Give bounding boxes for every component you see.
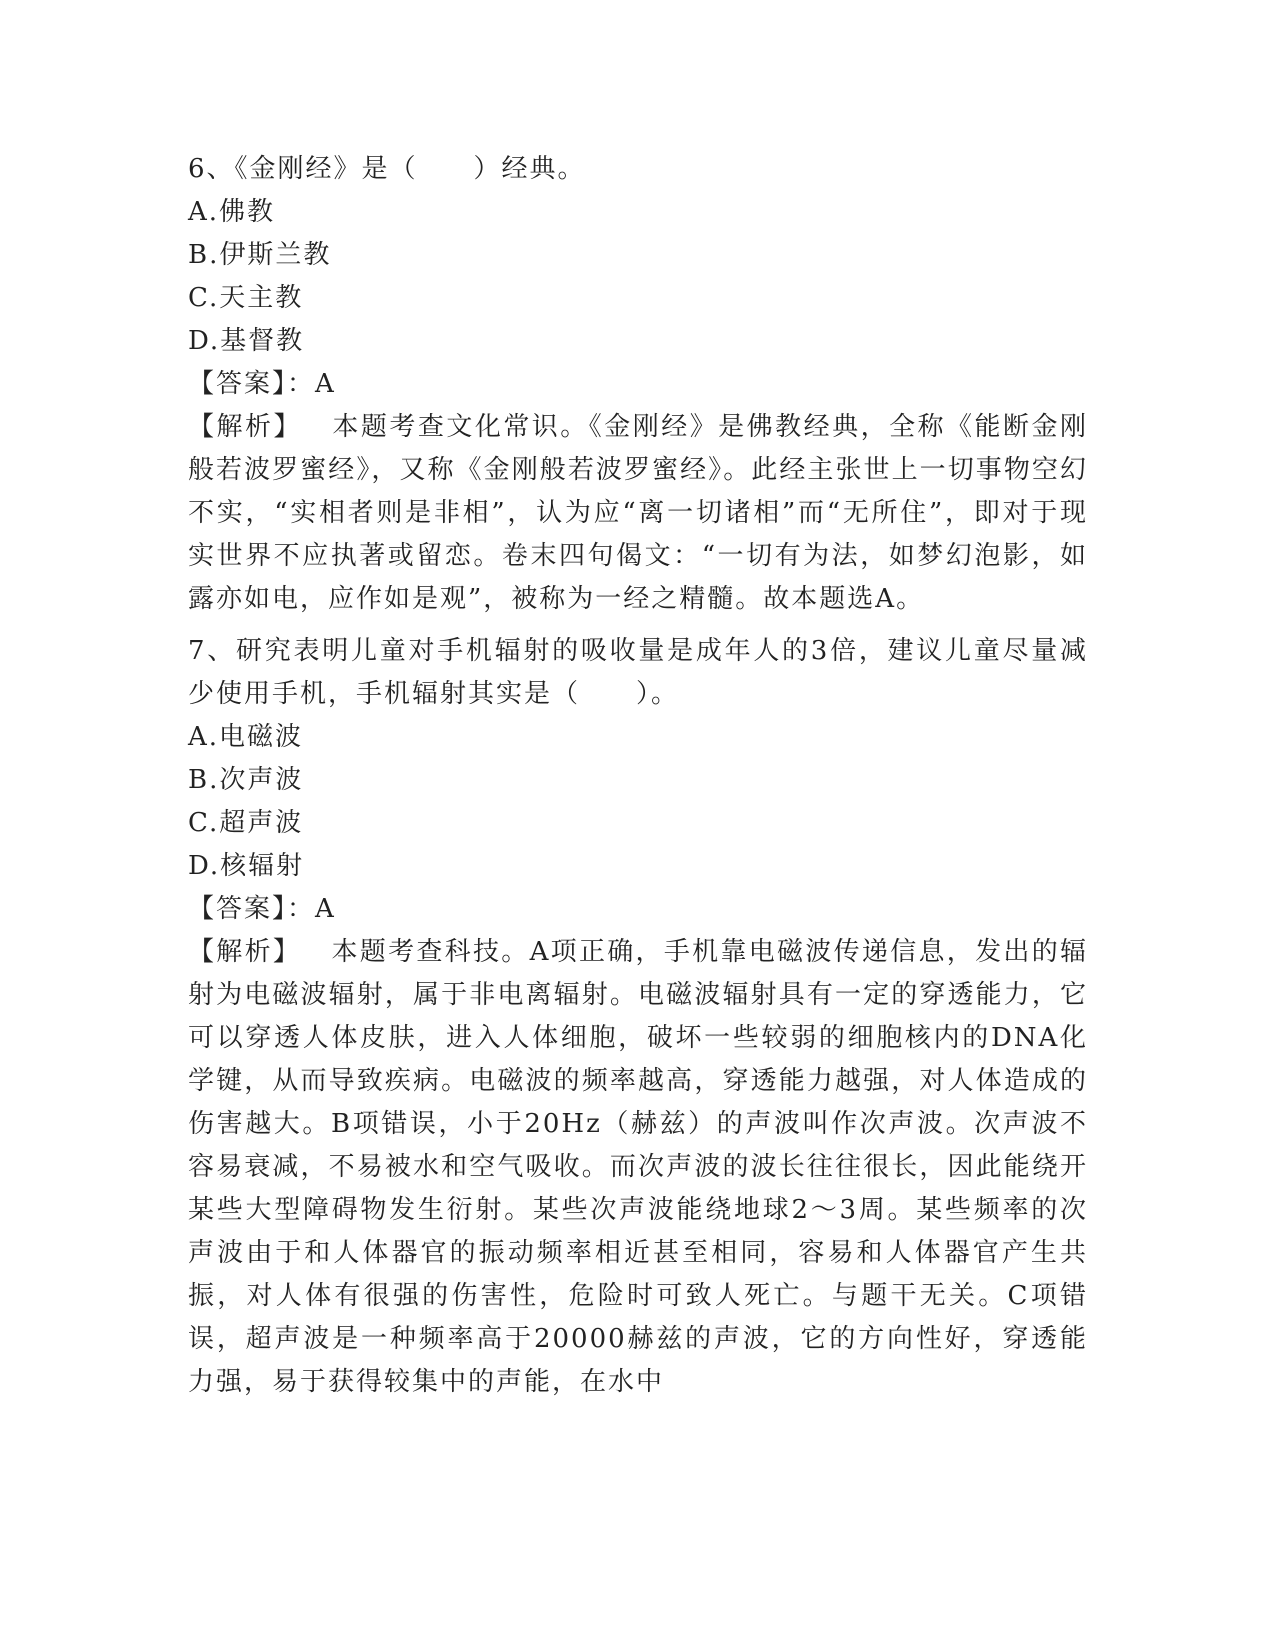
answer-label: 【答案】： — [188, 894, 316, 924]
option-a: A.佛教 — [188, 197, 276, 227]
answer-value: A — [315, 369, 336, 399]
option-b: B.伊斯兰教 — [188, 240, 332, 270]
answer-line — [188, 888, 1088, 931]
answer-line — [188, 363, 1088, 406]
question-6 — [188, 148, 1088, 621]
option-c: C.天主教 — [188, 283, 304, 313]
analysis-paragraph — [188, 931, 1088, 1404]
analysis-text: 本题考查科技。A项正确，手机靠电磁波传递信息，发出的辐射为电磁波辐射，属于非电离辐射。电磁波辐射具有一定的穿透能力，它可以穿透人体皮肤，进入人体细胞，破坏一些较弱的细胞核内的DNA化学键，从而导致疾病。电磁波的频率越高，穿透能力越强，对人体造成的伤害越大。B项错误，小于20Hz（赫兹）的声波叫作次声波。次声波不容易衰减，不易被水和空气吸收。而次声波的波长往往很长，因此能绕开某些大型障碍物发生衍射。某些次声波能绕地球2～3周。某些频率的次声波由于和人体器官的振动频率相近甚至相同，容易和人体器官产生共振，对人体有很强的伤害性，危险时可致人死亡。与题干无关。C项错误，超声波是一种频率高于20000赫兹的声波，它的方向性好，穿透能力强，易于获得较集中的声能，在水中 — [188, 937, 1088, 1397]
option-c: C.超声波 — [188, 808, 304, 838]
answer-value: A — [315, 894, 336, 924]
analysis-paragraph — [188, 406, 1088, 621]
answer-label: 【答案】： — [188, 369, 316, 399]
analysis-text: 本题考查文化常识。《金刚经》是佛教经典，全称《能断金刚般若波罗蜜经》，又称《金刚般若波罗蜜经》。此经主张世上一切事物空幻不实，“实相者则是非相”，认为应“离一切诸相”而“无所住”，即对于现实世界不应执著或留恋。卷末四句偈文：“一切有为法，如梦幻泡影，如露亦如电，应作如是观”，被称为一经之精髓。故本题选A。 — [188, 412, 1088, 614]
option-d: D.基督教 — [188, 326, 305, 356]
question-stem: 7、研究表明儿童对手机辐射的吸收量是成年人的3倍，建议儿童尽量减少使用手机，手机辐射其实是（ ）。 — [188, 636, 1088, 709]
option-a: A.电磁波 — [188, 722, 304, 752]
question-stem: 6、《金刚经》是（ ）经典。 — [188, 154, 586, 184]
option-b: B.次声波 — [188, 765, 304, 795]
question-7 — [188, 630, 1088, 1404]
option-d: D.核辐射 — [188, 851, 305, 881]
analysis-label: 【解析】 — [188, 412, 302, 442]
document-content — [188, 148, 1088, 1404]
analysis-label: 【解析】 — [188, 937, 302, 967]
